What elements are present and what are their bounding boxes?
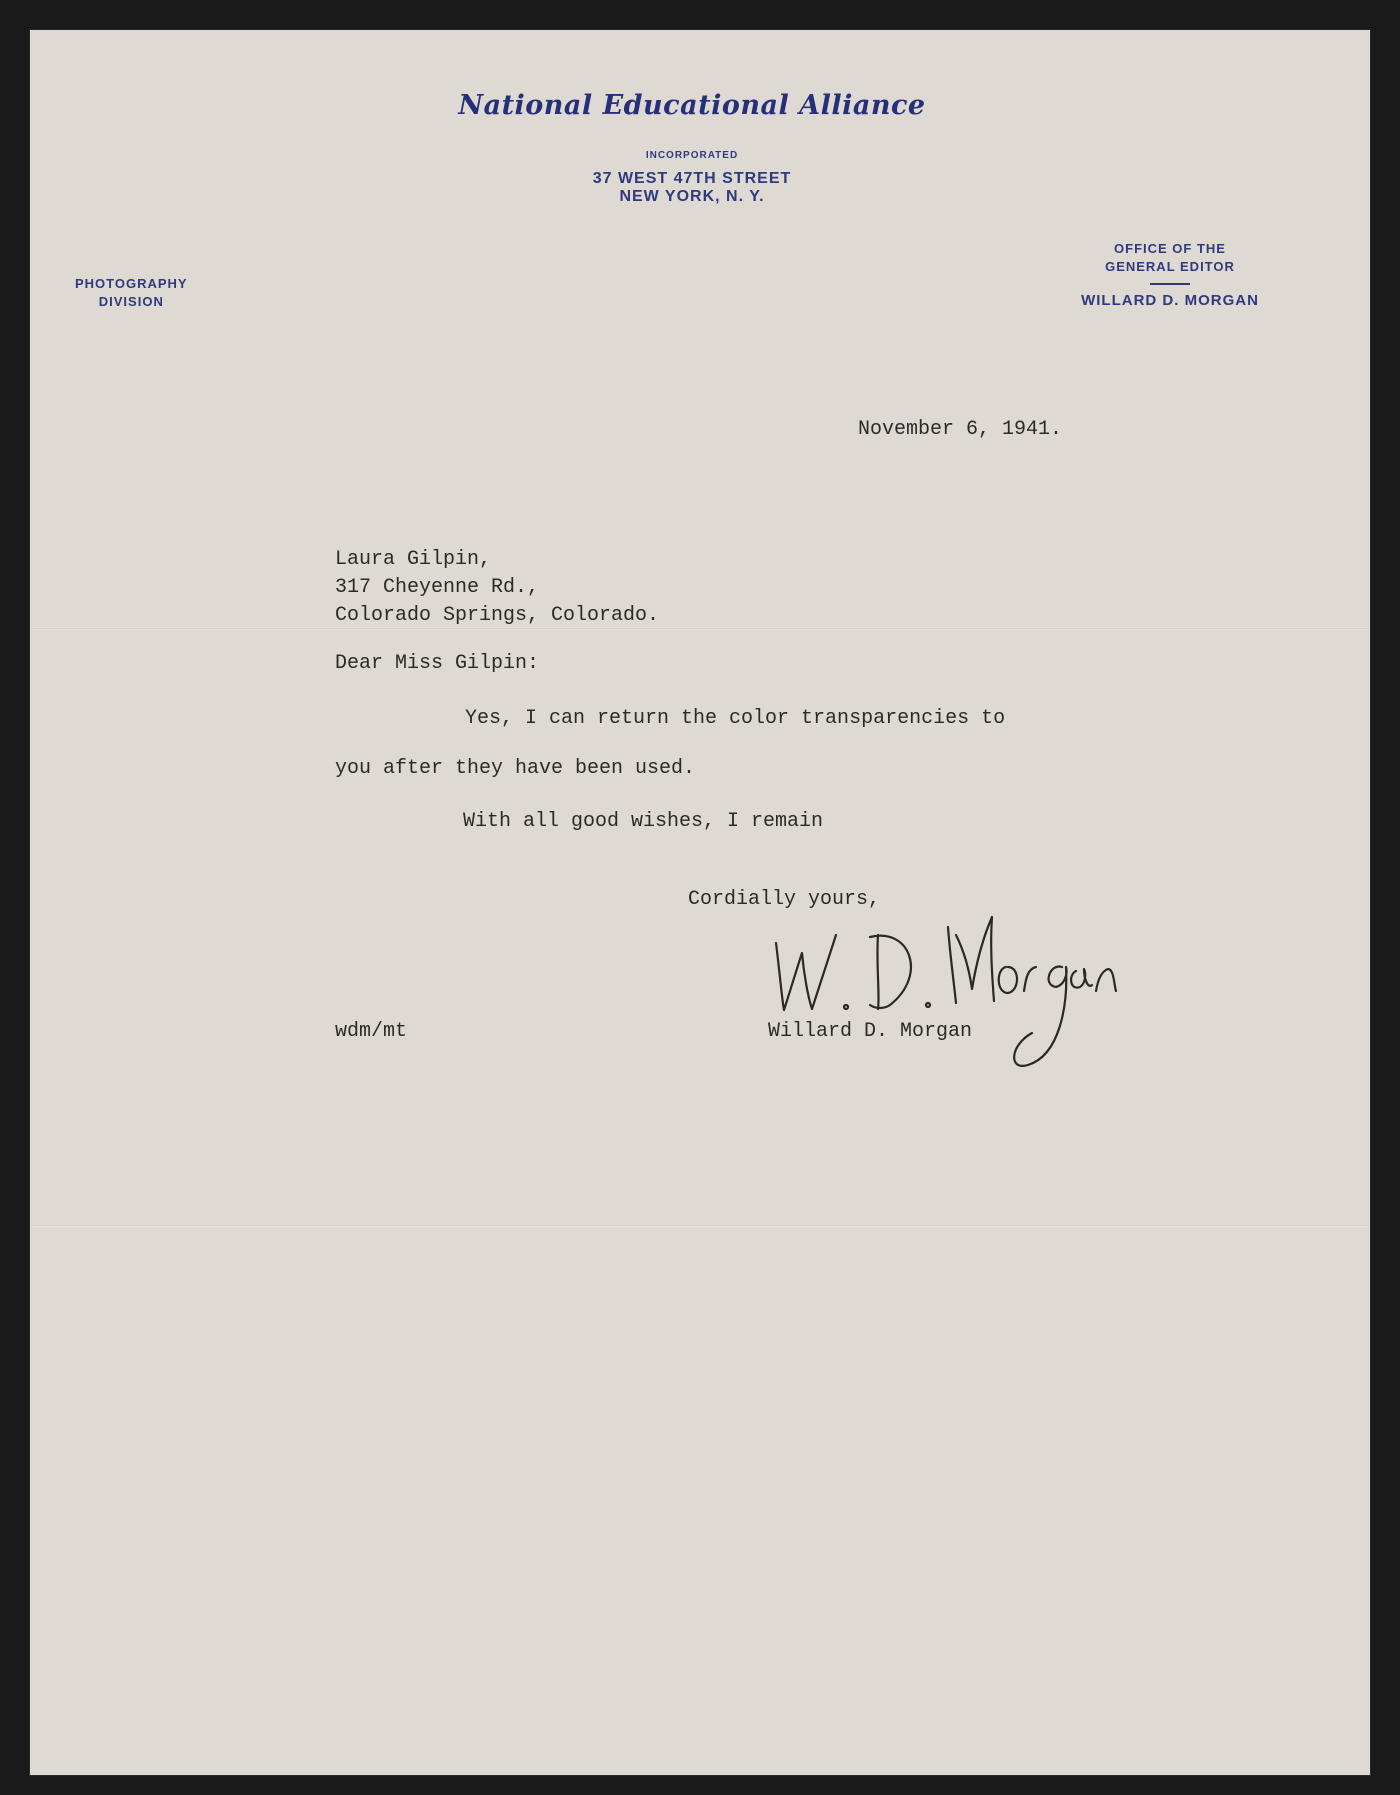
recipient-city: Colorado Springs, Colorado. (335, 604, 660, 627)
editor-name: WILLARD D. MORGAN (1081, 292, 1259, 309)
letter-date: November 6, 1941. (858, 418, 1063, 441)
reference-initials: wdm/mt (335, 1020, 408, 1043)
office-divider (1150, 283, 1190, 285)
body-line: With all good wishes, I remain (463, 810, 824, 833)
office-line2: GENERAL EDITOR (1105, 259, 1235, 274)
fold-line (30, 1225, 1370, 1227)
division-line2: DIVISION (98, 294, 164, 309)
body-line: you after they have been used. (335, 757, 696, 780)
division-label (75, 275, 188, 311)
address-street: 37 WEST 47TH STREET (592, 170, 792, 187)
fold-line (30, 628, 1370, 630)
recipient-street: 317 Cheyenne Rd., (335, 576, 540, 599)
closing: Cordially yours, (688, 888, 881, 911)
organization-name: National Educational Alliance (458, 90, 926, 121)
recipient-name: Laura Gilpin, (335, 548, 492, 571)
division-line1: PHOTOGRAPHY (75, 276, 188, 291)
address-city: NEW YORK, N. Y. (619, 188, 765, 205)
typed-signature-name: Willard D. Morgan (768, 1020, 973, 1043)
office-line1: OFFICE OF THE (1114, 241, 1226, 256)
salutation: Dear Miss Gilpin: (335, 652, 540, 675)
handwritten-signature (770, 905, 1140, 1080)
incorporated-label: INCORPORATED (645, 150, 739, 161)
office-label (1060, 240, 1280, 276)
body-line: Yes, I can return the color transparencies to (465, 707, 1006, 730)
